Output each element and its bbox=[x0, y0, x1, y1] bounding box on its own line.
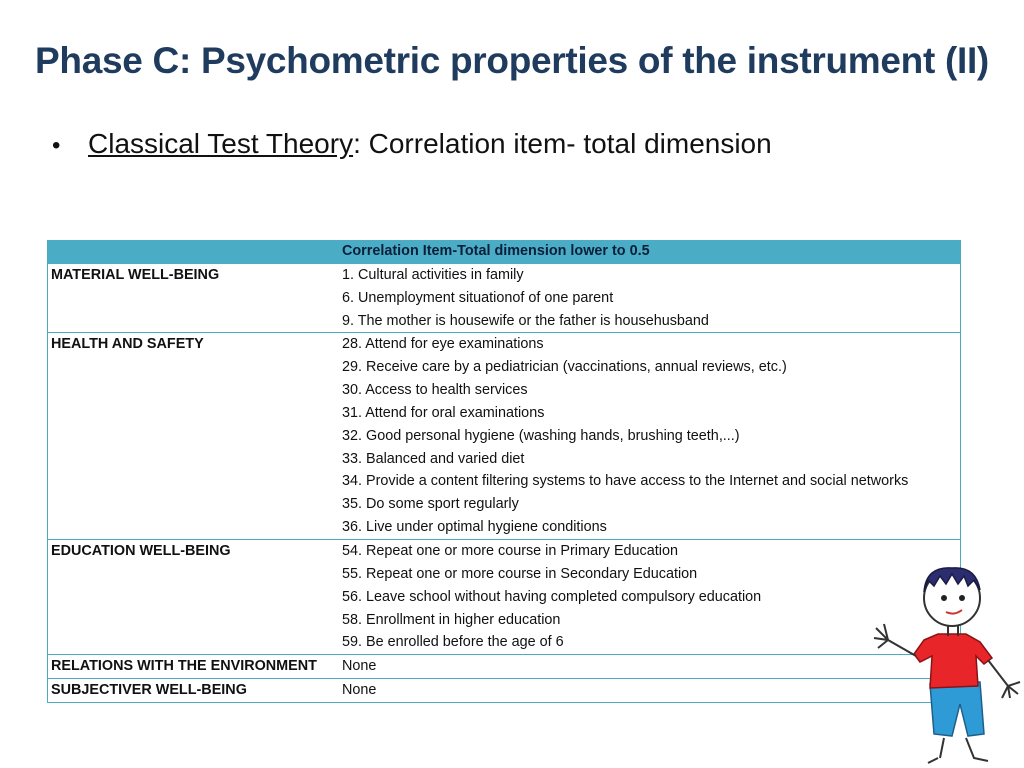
dimension-cell: HEALTH AND SAFETY bbox=[48, 333, 340, 540]
list-item: 36. Live under optimal hygiene conditions bbox=[342, 519, 607, 536]
list-item: 32. Good personal hygiene (washing hands, brushing teeth,...) bbox=[342, 427, 740, 444]
header-dimension-cell bbox=[48, 240, 340, 263]
dimension-cell: MATERIAL WELL-BEING bbox=[48, 263, 340, 333]
dimension-cell: EDUCATION WELL-BEING bbox=[48, 539, 340, 654]
list-item: 31. Attend for oral examinations bbox=[342, 404, 545, 421]
list-item: 33. Balanced and varied diet bbox=[342, 450, 525, 467]
bullet-point bbox=[52, 128, 772, 160]
table-header-row bbox=[48, 240, 961, 263]
list-item: 1. Cultural activities in family bbox=[342, 266, 524, 283]
items-cell bbox=[339, 263, 961, 333]
dimension-cell: SUBJECTIVER WELL-BEING bbox=[48, 679, 340, 703]
list-item: None bbox=[342, 658, 377, 675]
table-row bbox=[48, 655, 961, 679]
header-correlation-cell: Correlation Item-Total dimension lower to 0.5 bbox=[339, 240, 961, 263]
dimension-cell: RELATIONS WITH THE ENVIRONMENT bbox=[48, 655, 340, 679]
table-row bbox=[48, 333, 961, 540]
list-item: 56. Leave school without having completed compulsory education bbox=[342, 588, 762, 605]
table-row bbox=[48, 679, 961, 703]
list-item: 59. Be enrolled before the age of 6 bbox=[342, 634, 564, 651]
items-cell bbox=[339, 333, 961, 540]
list-item: 30. Access to health services bbox=[342, 382, 528, 399]
list-item: 54. Repeat one or more course in Primary Education bbox=[342, 542, 678, 559]
list-item: 35. Do some sport regularly bbox=[342, 496, 519, 513]
correlation-table bbox=[47, 240, 961, 703]
list-item: 55. Repeat one or more course in Secondary Education bbox=[342, 565, 698, 582]
cartoon-boy-illustration bbox=[868, 558, 1024, 768]
bullet-dot-icon: • bbox=[52, 132, 61, 159]
list-item: 28. Attend for eye examinations bbox=[342, 336, 544, 353]
list-item: 58. Enrollment in higher education bbox=[342, 611, 561, 628]
slide-title: Phase C: Psychometric properties of the instrument (II) bbox=[35, 40, 989, 81]
list-item: 34. Provide a content filtering systems to have access to the Internet and social networks bbox=[342, 473, 909, 490]
table-body bbox=[48, 263, 961, 702]
bullet-text: : Correlation item- total dimension bbox=[353, 128, 772, 159]
table-row bbox=[48, 263, 961, 333]
list-item: 9. The mother is housewife or the father is househusband bbox=[342, 312, 709, 329]
list-item: 6. Unemployment situationof of one parent bbox=[342, 289, 614, 306]
bullet-term: Classical Test Theory bbox=[88, 128, 354, 159]
list-item: 29. Receive care by a pediatrician (vaccinations, annual reviews, etc.) bbox=[342, 359, 787, 376]
table-row bbox=[48, 539, 961, 654]
list-item: None bbox=[342, 682, 377, 699]
